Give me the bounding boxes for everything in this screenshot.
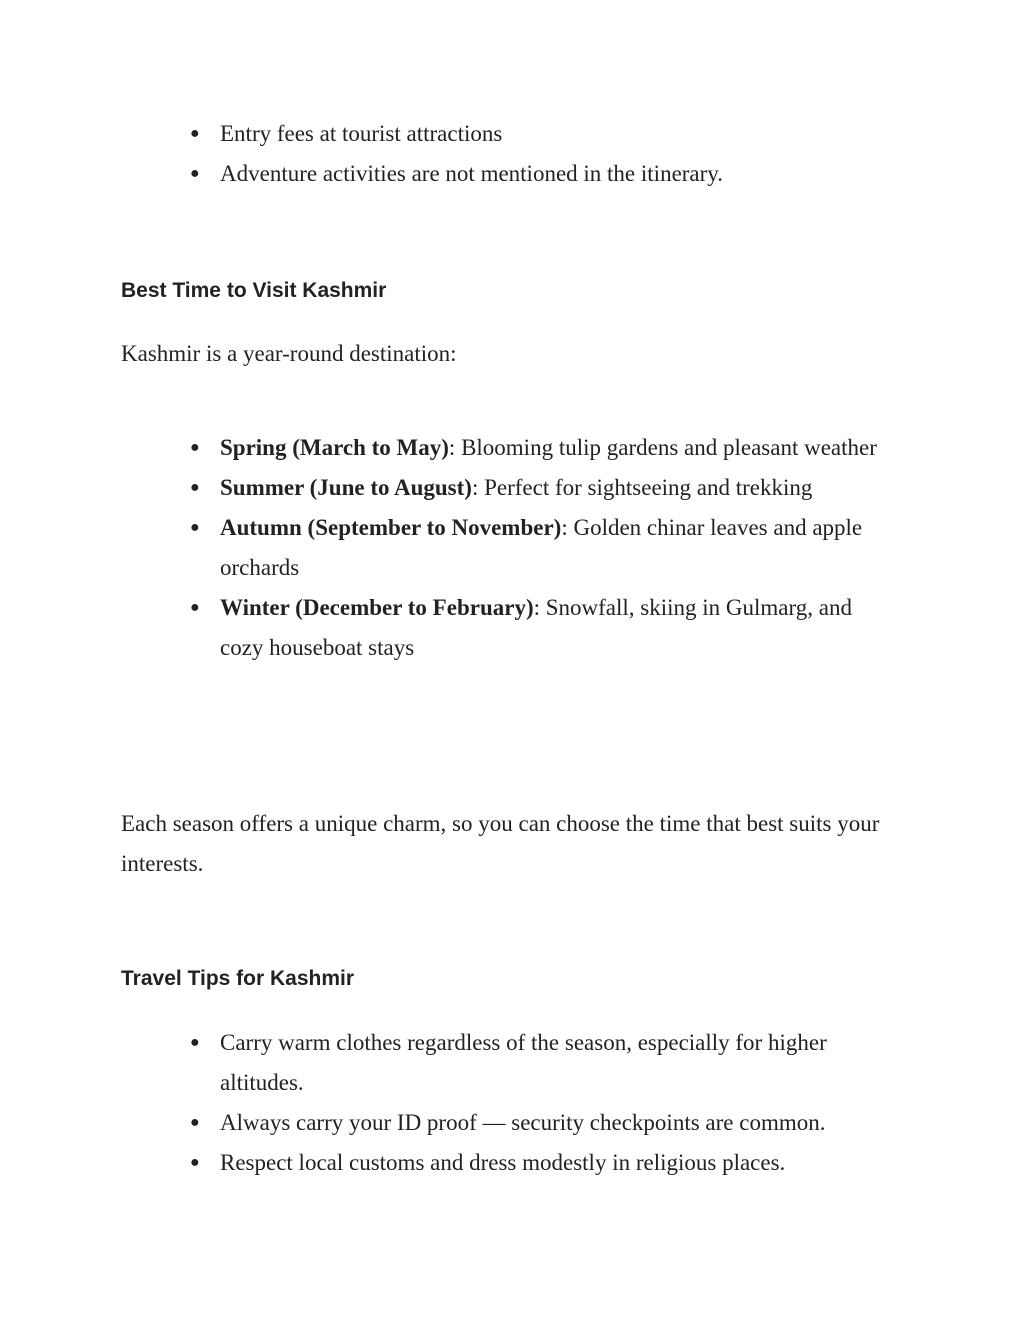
list-item: [0, 1023, 895, 1103]
season-term: Summer (June to August): [220, 475, 472, 500]
bullet-icon: ●: [190, 519, 200, 536]
list-item: [0, 1143, 895, 1183]
bullet-icon: ●: [190, 439, 200, 456]
season-separator: :: [448, 435, 456, 460]
list-item-winter: [0, 588, 895, 668]
season-description: Snowfall, skiing in Gulmarg, and cozy houseboat stays: [220, 595, 852, 660]
season-description: Perfect for sightseeing and trekking: [478, 475, 813, 500]
season-separator: :: [533, 595, 540, 620]
list-item-summer: [0, 468, 895, 508]
bullet-icon: ●: [190, 1154, 200, 1171]
list-item-text: Entry fees at tourist attractions: [220, 121, 503, 146]
section-heading-best-time: Best Time to Visit Kashmir: [121, 279, 387, 302]
travel-tips-list: [0, 1023, 895, 1183]
list-item-spring: [0, 428, 895, 468]
list-item: [0, 1103, 895, 1143]
bullet-icon: ●: [190, 125, 200, 142]
list-item: [0, 154, 895, 194]
season-term: Spring (March to May): [220, 435, 449, 460]
bullet-icon: ●: [190, 1034, 200, 1051]
season-separator: :: [471, 475, 479, 500]
best-time-closing: Each season offers a unique charm, so you can choose the time that best suits your interests.: [121, 811, 880, 876]
season-term: Autumn (September to November): [220, 515, 562, 540]
list-item-text: Adventure activities are not mentioned in the itinerary.: [220, 161, 724, 186]
exclusions-list: [0, 114, 895, 194]
list-item-text: Always carry your ID proof — security checkpoints are common.: [220, 1110, 826, 1135]
seasons-list: [0, 428, 895, 668]
season-description: Blooming tulip gardens and pleasant weather: [455, 435, 877, 460]
bullet-icon: ●: [190, 165, 200, 182]
list-item-text: Carry warm clothes regardless of the season, especially for higher altitudes.: [220, 1030, 827, 1095]
season-term: Winter (December to February): [220, 595, 534, 620]
best-time-intro: Kashmir is a year-round destination:: [121, 341, 457, 366]
section-heading-travel-tips: Travel Tips for Kashmir: [121, 967, 355, 990]
season-separator: :: [561, 515, 568, 540]
bullet-icon: ●: [190, 479, 200, 496]
list-item-autumn: [0, 508, 895, 588]
season-description: Golden chinar leaves and apple orchards: [220, 515, 863, 580]
list-item: [0, 114, 895, 154]
list-item-text: Respect local customs and dress modestly in religious places.: [220, 1150, 786, 1175]
bullet-icon: ●: [190, 599, 200, 616]
bullet-icon: ●: [190, 1114, 200, 1131]
